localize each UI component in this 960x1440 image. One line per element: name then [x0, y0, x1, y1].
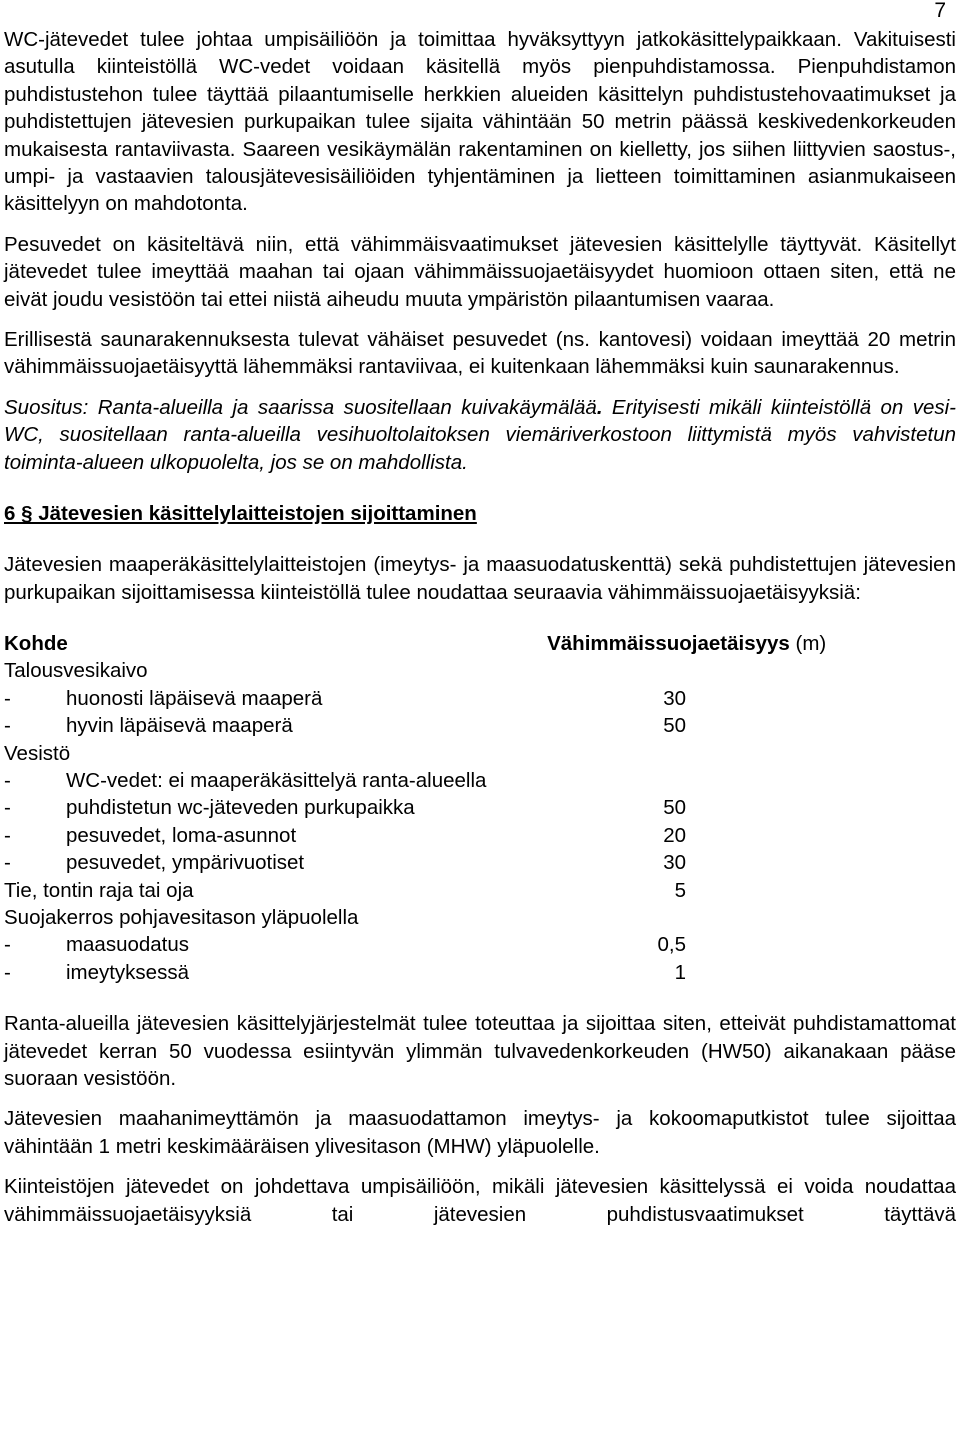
row-dash: - — [4, 823, 11, 847]
recommendation-rest: Erityisesti mikäli kiinteistöllä on vesi-WC, suositellaan ranta-alueilla vesihuoltolaitoksen viemäriverkostoon liittymistä myös vahvistetun toiminta-alueen ulkopuolelta, jos se on mahdollista. — [4, 395, 956, 474]
table-row — [4, 794, 834, 821]
row-value — [547, 767, 834, 794]
table-row — [4, 904, 834, 931]
row-value: 50 — [663, 714, 686, 738]
row-label: WC-vedet: ei maaperäkäsittelyä ranta-alueella — [65, 768, 487, 792]
header-distance: Vähimmäissuojaetäisyys (m) — [547, 631, 827, 655]
table-row — [4, 767, 834, 794]
row-dash: - — [4, 686, 11, 710]
row-label: puhdistetun wc-jäteveden purkupaikka — [65, 796, 415, 820]
row-value — [547, 740, 834, 767]
row-dash: - — [4, 960, 11, 984]
row-label: Tie, tontin raja tai oja — [4, 878, 194, 902]
row-value — [547, 904, 834, 931]
row-label: imeytyksessä — [65, 960, 189, 984]
table-header-row — [4, 630, 834, 657]
row-label: maasuodatus — [65, 933, 190, 957]
page-number: 7 — [934, 0, 946, 22]
section-intro: Jätevesien maaperäkäsittelylaitteistojen (imeytys- ja maasuodatuskenttä) sekä puhdistettujen jätevesien purkupaikan sijoittamisessa kiinteistöllä tulee noudattaa seuraavia vähimmäissuojaetäisyyksiä: — [4, 553, 956, 604]
table-row — [4, 931, 834, 958]
paragraph-flood-level: Ranta-alueilla jätevesien käsittelyjärjestelmät tulee toteuttaa ja sijoittaa siten, etteivät puhdistamattomat jätevedet kerran 50 vuodessa esiintyvän ylimmän tulvavedenkorkeuden (HW50) aikanakaan pääse suoraan vesistöön. — [4, 1012, 956, 1090]
paragraph-pipe-placement: Jätevesien maahanimeyttämön ja maasuodattamon imeytys- ja kokoomaputkistot tulee sijoittaa vähintään 1 metri keskimääräisen ylivesitason (MHW) yläpuolelle. — [4, 1107, 956, 1158]
paragraph-holding-tank: Kiinteistöjen jätevedet on johdettava umpisäiliöön, mikäli jätevesien käsittelyssä ei voida noudattaa vähimmäissuojaetäisyyksiä tai jätevesien puhdistusvaatimukset täyttävä — [4, 1175, 956, 1226]
paragraph-recommendation: Suositus: Ranta-alueilla ja saarissa suositellaan kuivakäymälää. Erityisesti mikäli kiinteistöllä on vesi-WC, suositellaan ranta-alueilla vesihuoltolaitoksen viemäriverkostoon liittymistä myös vahvistetun toiminta-alueen ulkopuolelta, jos se on mahdollista. — [4, 395, 956, 474]
row-value: 30 — [663, 851, 686, 875]
row-label: huonosti läpäisevä maaperä — [65, 686, 323, 710]
row-value: 0,5 — [657, 933, 686, 957]
row-dash: - — [4, 933, 11, 957]
row-label: pesuvedet, ympärivuotiset — [65, 851, 305, 875]
table-row — [4, 712, 834, 739]
row-value — [547, 657, 834, 684]
row-value: 30 — [663, 686, 686, 710]
table-row — [4, 740, 834, 767]
row-dash: - — [4, 714, 11, 738]
row-value: 1 — [674, 960, 686, 984]
row-dash: - — [4, 768, 11, 792]
paragraph-wc-wastewater: WC-jätevedet tulee johtaa umpisäiliöön ja toimittaa hyväksyttyyn jatkokäsittelypaikkaan. Vakituisesti asutulla kiinteistöllä WC-vedet voidaan käsitellä myös pienpuhdistamossa. Pienpuhdistamon puhdistustehon tulee täyttää pilaantumiselle herkkien alueiden käsittelyn puhdistustehovaatimukset ja puhdistettujen jätevesien purkupaikan tulee sijaita vähintään 50 metrin päässä keskivedenkorkeuden mukaisesta rantaviivasta. Saareen vesikäymälän rakentaminen on kielletty, jos siihen liittyvien saostus-, umpi- ja vastaavien talousjätevesisäiliöiden tyhjentäminen ja lietteen toimittaminen asianmukaiseen käsittelyyn on mahdotonta. — [4, 28, 956, 216]
recommendation-lead: Suositus: Ranta-alueilla ja saarissa suositellaan kuivakäymälää — [4, 395, 597, 419]
table-row — [4, 685, 834, 712]
row-label: pesuvedet, loma-asunnot — [65, 823, 297, 847]
table-row — [4, 849, 834, 876]
document-body — [4, 26, 956, 1228]
row-value: 5 — [674, 878, 686, 902]
row-value: 20 — [663, 823, 686, 847]
section-heading: 6 § Jätevesien käsittelylaitteistojen sijoittaminen — [4, 502, 477, 526]
paragraph-sauna-water: Erillisestä saunarakennuksesta tulevat vähäiset pesuvedet (ns. kantovesi) voidaan imeyttää 20 metrin vähimmäissuojaetäisyyttä lähemmäksi rantaviivaa, ei kuitenkaan lähemmäksi kuin saunarakennus. — [4, 328, 956, 379]
table-row — [4, 657, 834, 684]
row-label: Vesistö — [4, 741, 71, 765]
table-row — [4, 822, 834, 849]
table-row — [4, 877, 834, 904]
header-target: Kohde — [4, 631, 68, 655]
row-dash: - — [4, 851, 11, 875]
table-row — [4, 959, 834, 986]
row-label: Talousvesikaivo — [4, 659, 148, 683]
row-label: Suojakerros pohjavesitason yläpuolella — [4, 905, 359, 929]
row-value: 50 — [663, 796, 686, 820]
row-label: hyvin läpäisevä maaperä — [65, 714, 293, 738]
paragraph-washing-water: Pesuvedet on käsiteltävä niin, että vähimmäisvaatimukset jätevesien käsittelylle täyttyvät. Käsitellyt jätevedet tulee imeyttää maahan tai ojaan vähimmäissuojaetäisyydet huomioon ottaen siten, että ne eivät joudu vesistöön tai ettei niistä aiheudu muuta ympäristön pilaantumisen vaaraa. — [4, 232, 956, 311]
distance-table — [4, 630, 834, 986]
row-dash: - — [4, 796, 11, 820]
